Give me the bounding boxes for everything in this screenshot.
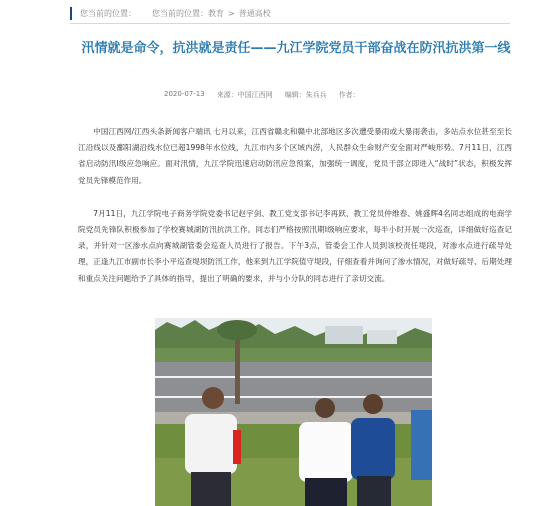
breadcrumb-link-education[interactable]: 教育	[208, 8, 224, 18]
breadcrumb-lead: 您当前的位置：	[80, 8, 136, 18]
person-right-edge	[411, 410, 432, 480]
breadcrumb-link-universities[interactable]: 普通高校	[238, 8, 271, 18]
article-editor: 编辑：朱兵兵	[284, 91, 327, 99]
breadcrumb-marker	[70, 7, 72, 20]
article-paragraph: 7月11日，九江学院电子商务学院党委书记赵宇剑、教工党支部书记李再跃、教工党员仲维春、姚盛辉4名同志组成的电商学院党员先锋队积极参加了学校赛城湖防汛抗洪工作。同志们严格按照汛期Ⅰ级响应要求，每半小时开展一次巡查，详细做好巡查记录，并针对一区渗水点向赛城湖管委会巡查人员进行了报告。下午3点，管委会工作人员到该校责任堤段，对渗水点进行疏导处理，正逢九江市副市长李小平巡查堤坝防汛工作，他来到九江学院值守堤段，仔细查看并询问了渗水情况，对做好疏导、后期处理和重点关注问题给予了具体的指导，提出了明确的要求，并与小分队的同志进行了亲切交流。	[78, 208, 512, 283]
article-body	[78, 124, 512, 304]
article-date: 2020-07-13	[164, 90, 205, 98]
article-paragraph: 中国江西网/江西头条新闻客户端讯 七月以来，江西省赣北和赣中北部地区多次遭受暴雨或大暴雨袭击，多站点水位甚至至长江沿线以及鄱阳湖沿线水位已超1998年水位线，九江市内多个区域内涝，人民群众生命财产安全面对严峻形势。7月11日，江西省启动防汛Ⅰ级应急响应。面对汛情，九江学院迅速启动防汛应急预案，加强统一调度，党员干部立即进入“战时”状态，积极发挥党员先锋模范作用。	[78, 127, 512, 185]
breadcrumb-label: 您当前的位置：	[152, 8, 208, 18]
breadcrumb	[70, 6, 510, 20]
article-title: 汛情就是命令，抗洪就是责任——九江学院党员干部奋战在防汛抗洪第一线	[81, 41, 511, 56]
article-source: 来源：中国江西网	[216, 91, 273, 99]
article-photo	[155, 318, 432, 506]
flood-inspection-photo	[155, 318, 432, 506]
breadcrumb-divider	[70, 23, 510, 24]
article-meta	[164, 90, 372, 100]
article-author: 作者：	[338, 91, 360, 99]
breadcrumb-separator: >	[228, 8, 235, 18]
